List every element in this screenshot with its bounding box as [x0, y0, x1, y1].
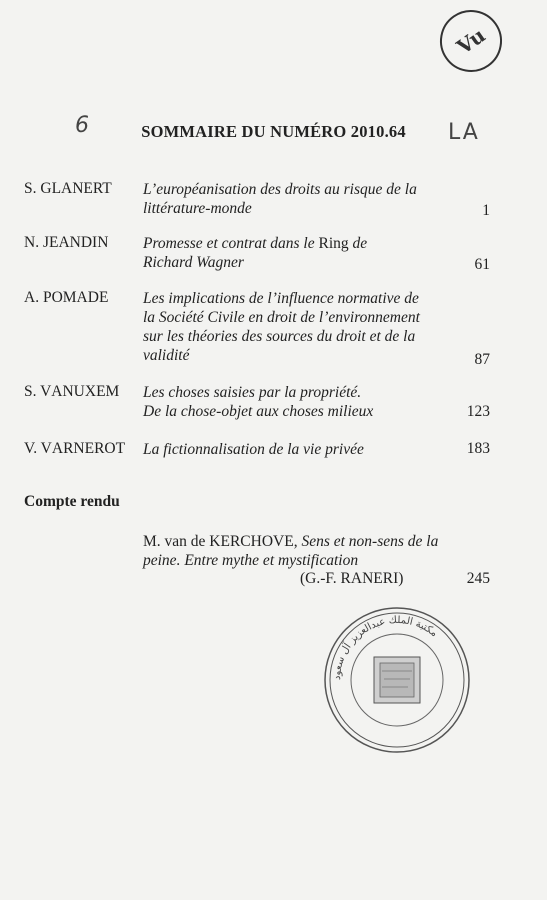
entry-page-number: 183 — [466, 440, 490, 457]
entry-title: La fictionnalisation de la vie privée — [143, 441, 364, 458]
review-entry: M. van de KERCHOVE, Sens et non-sens de la peine. Entre mythe et mystification — [143, 533, 439, 569]
entry-author: A. POMADE — [24, 289, 109, 306]
entry-title: Les choses saisies par la propriété. De la chose-objet aux choses milieux — [143, 384, 374, 420]
entry-page-number: 123 — [466, 403, 490, 420]
entry-page-number: 87 — [474, 351, 490, 368]
vu-stamp-text: Vu — [452, 22, 490, 60]
entry-author: S. VANUXEM — [24, 383, 120, 400]
entry-title: L’européanisation des droits au risque de la littérature-monde — [143, 181, 417, 217]
entry-author: N. JEANDIN — [24, 234, 109, 251]
entry-page-number: 1 — [482, 202, 490, 219]
vu-stamp — [428, 0, 514, 84]
entry-author: V. VARNEROT — [24, 440, 126, 457]
section-heading: Compte rendu — [24, 493, 120, 510]
review-page-number: 245 — [466, 570, 490, 587]
reviewer-name: (G.-F. RANERI) — [300, 570, 404, 587]
handwritten-initials: LA — [448, 120, 480, 145]
entry-title: Les implications de l’influence normative de la Société Civile en droit de l’environnement sur les théories des sources du droit et de la validité — [143, 290, 420, 364]
handwritten-number: 6 — [75, 113, 89, 138]
library-seal — [322, 605, 472, 755]
entry-title: Promesse et contrat dans le Ring de Richard Wagner — [143, 235, 368, 271]
entry-page-number: 61 — [474, 256, 490, 273]
entry-author: S. GLANERT — [24, 180, 112, 197]
seal-arc-text: مكتبة الملك عبدالعزيز آل سعود — [331, 614, 440, 681]
page-title: SOMMAIRE DU NUMÉRO 2010.64 — [141, 122, 406, 141]
